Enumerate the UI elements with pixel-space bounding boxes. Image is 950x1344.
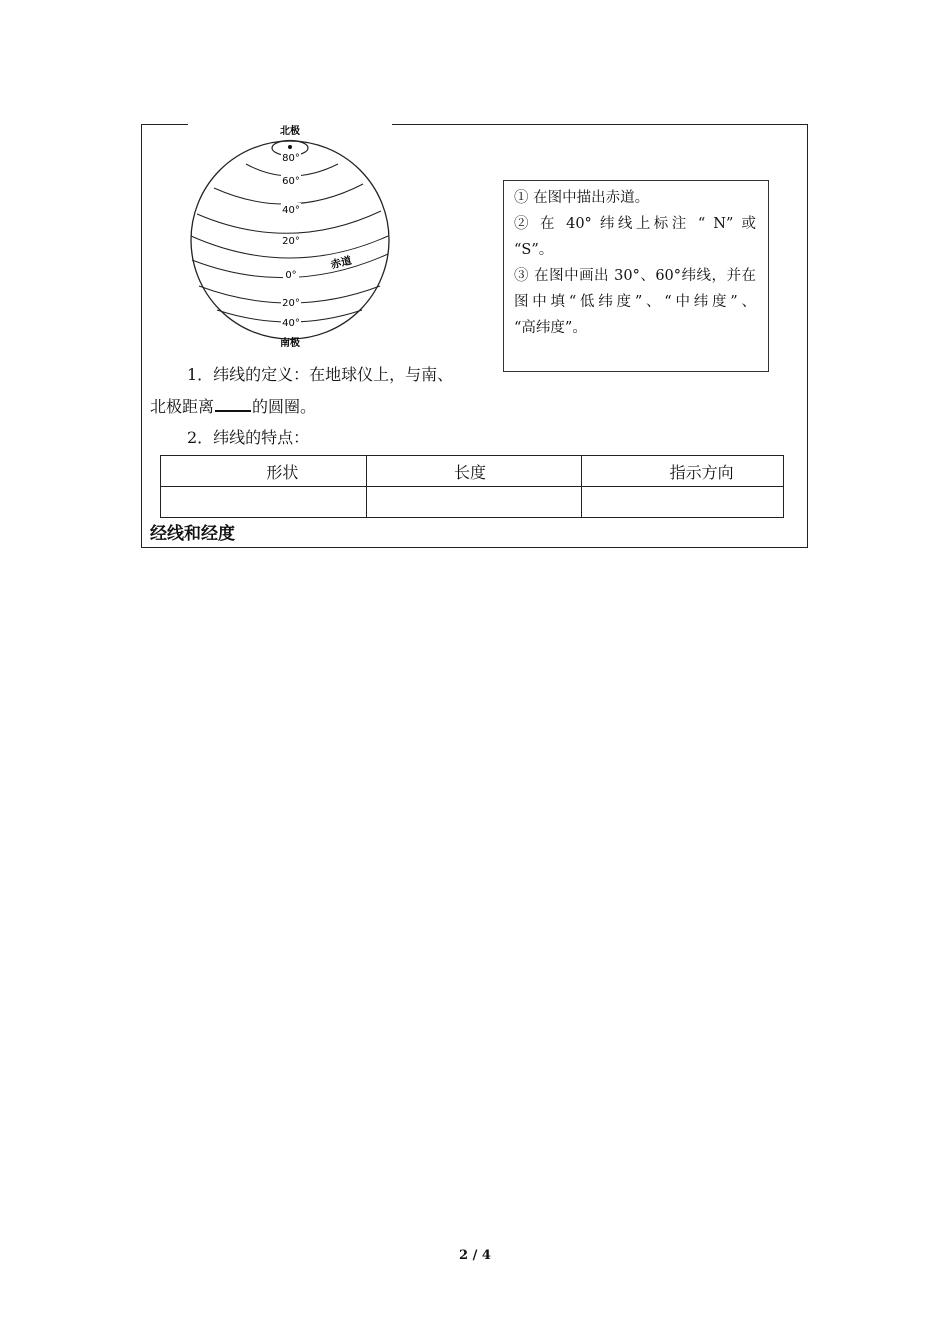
task-3-line-1: ③ 在图中画出 30°、60°纬线，并在 [514,268,756,284]
task-instructions-box [503,180,769,372]
column-header-length: 长度 [366,456,582,487]
table-header-row [161,456,784,487]
fill-in-blank[interactable] [215,396,251,412]
latitude-label-s20: 20° [282,298,300,309]
south-pole-label: 南极 [280,338,300,349]
answer-cell-shape[interactable] [161,487,367,518]
table-answer-row [161,487,784,518]
definition-line-2 [150,394,316,417]
task-1: ① 在图中描出赤道。 [514,190,650,206]
latitude-label-s40: 40° [282,318,300,329]
definition-line-1: 1．纬线的定义：在地球仪上，与南、 [187,365,454,384]
latitude-features-table [160,455,784,518]
task-2-line-2: “S”。 [514,242,554,258]
latitude-label-eq0: 0° [285,270,297,281]
column-header-shape: 形状 [161,456,367,487]
features-heading: 2．纬线的特点： [187,428,310,447]
equator-label: 赤道 [329,254,353,272]
column-header-direction: 指示方向 [582,456,784,487]
definition-text-before-blank: 北极距离 [150,397,215,416]
latitude-label-n60: 60° [282,176,300,187]
answer-cell-length[interactable] [366,487,582,518]
task-2-line-1: ② 在 40° 纬线上标注 “ N” 或 [514,216,756,232]
task-3-line-2: 图中填“低纬度”、“中纬度”、 [514,294,756,310]
globe-diagram [180,120,400,352]
latitude-label-n40: 40° [282,205,300,216]
latitude-curve-2 [214,184,363,204]
north-pole-label: 北极 [280,126,300,137]
task-3-line-3: “高纬度”。 [514,320,587,336]
latitude-label-n20: 20° [282,236,300,247]
section-title: 经线和经度 [150,524,235,544]
page-number: 2 / 4 [459,1248,491,1263]
latitude-label-n80: 80° [282,153,300,164]
north-pole-dot [288,145,292,149]
answer-cell-direction[interactable] [582,487,784,518]
definition-text-after-blank: 的圆圈。 [252,397,317,416]
